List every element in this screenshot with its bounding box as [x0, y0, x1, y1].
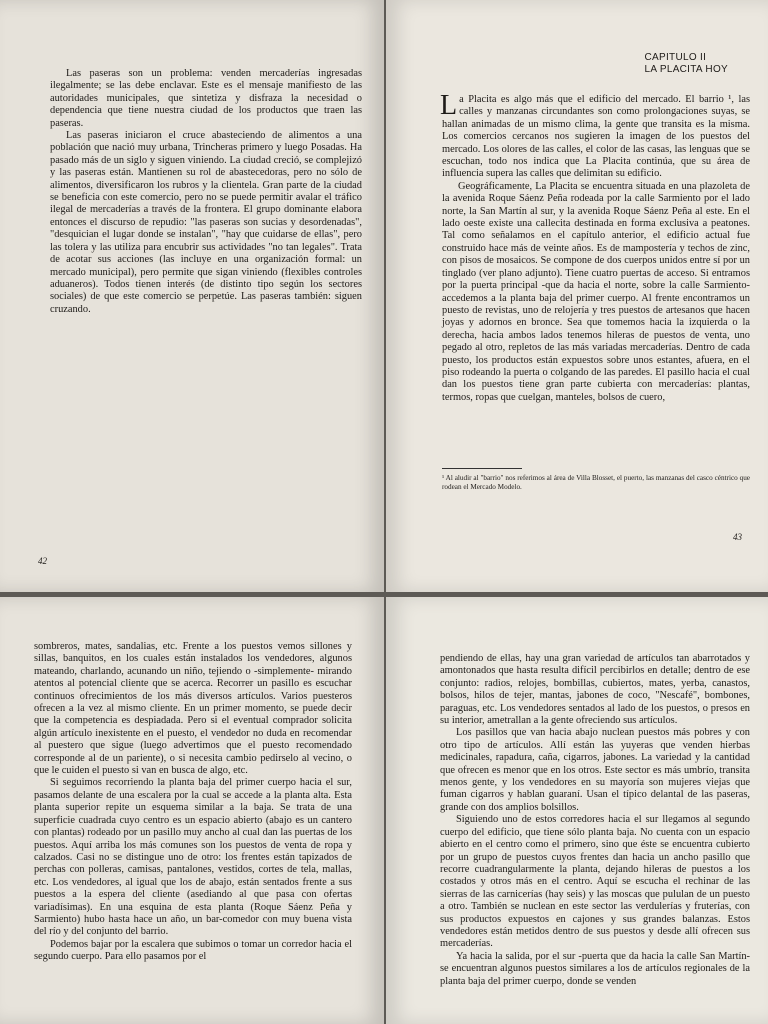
page-44-body — [34, 641, 352, 964]
page-45 — [386, 597, 768, 1024]
paragraph: Si seguimos recorriendo la planta baja del primer cuerpo hacia el sur, pasamos delante de una escalera por la cual se accede a la planta alta. Esta planta superior repite un esquema similar a la baja. Se trata de una superficie cuadrada cuyo centro es un espacio abierto (abajo es un cantero con plantas) rodeado por un pasillo muy ancho al cual dan las puertas de los puestos. Aquí arriba los más comunes son los puestos de venta de ropa y calzados. Casi no se distingue uno de otro: los frentes están tapizados de perchas con polleras, camisas, pantalones, vestidos, cortes de tela, mallas, etc. Los vendedores, al igual que los de abajo, están sentados frente a sus puestos a la espera del cliente (asediando al que pasa con ofertas variadísimas). En una esquina de esta planta (Roque Sáenz Peña y Sarmiento) hubo hasta hace un año, un bar-comedor con muy buena vista del río y del conjunto del barrio. — [34, 777, 352, 938]
drop-cap: L — [440, 90, 458, 121]
page-45-body — [440, 653, 750, 988]
page-44 — [0, 597, 384, 1024]
page-number: 42 — [38, 556, 47, 566]
paragraph: Podemos bajar por la escalera que subimos o tomar un corredor hacia el segundo cuerpo. Para ello pasamos por el — [34, 938, 352, 963]
paragraph: Geográficamente, La Placita se encuentra situada en una plazoleta de la avenida Roque Sáenz Peña rodeada por la calle Sarmiento por el lado norte, la San Martín al sur, y la avenida Roque Sáenz Peña al este. En el lado oeste existe una callecita destinada en forma exclusiva a peatones. Tal como señalamos en el capítulo anterior, el edificio actual fue construido hace más de veinte años. Es de mampostería y techos de zinc, con pisos de mosaicos. Se compone de dos cuerpos unidos entre sí por un tinglado (ver plano adjunto). Tiene cuatro puertas de acceso. Si entramos por la puerta principal -que da hacia el norte, sobre la calle Sarmiento- accedemos a la planta baja del primer cuerpo. Al frente encontramos un puesto de revistas, uno de relojería y tres puestos de artesanos que hacen joyas y adornos en bronce. Sea que tomemos hacia la izquierda o la derecha, hacia ambos lados tenemos hileras de puestos de venta, uno pegado al otro, repletos de las más variadas mercaderías. Dentro de cada puesto, los productos están expuestos sobre unos estantes, afuera, en el piso rodeando la puerta o colgando de las paredes. El pasillo hacia el cual dan los puestos tiene gran parte cubierta con mercaderías: plantas, termos, ropas que cuelgan, manteles, bolsos de cuero, — [442, 180, 750, 403]
page-43-body — [440, 90, 750, 404]
page-42-body — [50, 68, 362, 316]
page-43 — [386, 0, 768, 592]
paragraph — [440, 90, 750, 181]
paragraph: Los pasillos que van hacia abajo nuclean puestos más pobres y con otro tipo de artículos. Allí están las yuyeras que venden hierbas medicinales, rapadura, caña, cigarros, jabones. La variedad y la cantidad que ofrecen es menor que en los otros. Este sector es más umbrío, transita menos gente, y los vendedores en su mayoría son mujeres viejas que fuman cigarros y hablan guaraní. Usan el típico delantal de las paseras, grande con dos amplios bolsillos. — [440, 727, 750, 813]
paragraph: sombreros, mates, sandalias, etc. Frente a los puestos vemos sillones y sillas, banquitos, en los cuales están instalados los vendedores, algunos mateando, charlando, acunando un niño, tejiendo o -simplemente- mirando atentos al potencial cliente que se acerca. Recorrer un pasillo es escuchar continuos ofrecimientos de los más diversos artículos. Varios puesteros ofrecen a la vez al mismo cliente. En un primer momento, se puede decir que la competencia es despiadada. Pero si el eventual comprador solicita algún artículo inexistente en el puesto, el vendedor no duda en recomendar al puestero que sigue (luego advertimos que el puesto recomendado corresponde al de un pariente), o si necesita cambio pedirselo al vecino, o que le cuiden el puesto si van en busca de algo, etc. — [34, 641, 352, 777]
page-42 — [0, 0, 384, 592]
page-number: 43 — [733, 532, 742, 542]
chapter-heading — [645, 52, 729, 76]
paragraph: Las paseras son un problema: venden mercaderías ingresadas ilegalmente; se las debe enclavar. Este es el mensaje manifiesto de las autoridades municipales, que sintetiza y disfraza la necesidad o dependencia que tiene nuestra ciudad de los productos que traen las paseras. — [50, 68, 362, 129]
paragraph: Siguiendo uno de estos corredores hacia el sur llegamos al segundo cuerpo del edificio, que tiene sólo planta baja. No cuenta con un espacio abierto en el centro como el primero, sino que éste se encuentra cubierto por un grupo de puestos cuyos frentes dan hacia un ancho pasillo que recorre cuadrangularmente la planta, dejando hileras de puestos a los costados y otros más en el centro. Aquí se escucha el rechinar de las sierras de las carnicerías (hay seis) y las moscas que pululan de un puesto a otro. También se nuclean en este sector las verdulerías y fruterías, con sus productos expuestos en cajones y sus grandes balanzas. Estos vendedores están metidos dentro de sus puestos y desde allí ofrecen sus mercaderías. — [440, 814, 750, 950]
footnote-divider — [442, 468, 522, 469]
chapter-title: LA PLACITA HOY — [644, 64, 728, 75]
paragraph: Ya hacia la salida, por el sur -puerta que da hacia la calle San Martín- se encuentran algunos puestos similares a los de artículos regionales de la planta baja del primer cuerpo, donde se venden — [440, 950, 750, 987]
paragraph: pendiendo de ellas, hay una gran variedad de artículos tan abarrotados y amontonados que hasta resulta difícil percibirlos en detalle; dentro de ese conjunto: radios, relojes, bombillas, cubiertos, mates, yerba, canastos, bolsos, hilos de tejer, mantas, jabones de coco, "Nescafé", bombones, paraguas, etc. Los vendedores sentados al lado de los puestos, o presos en su interior, ametrallan a la gente ofreciendo sus artículos. — [440, 653, 750, 727]
paragraph-text: a Placita es algo más que el edificio del mercado. El barrio ¹, las calles y manzanas circundantes son como prolongaciones suyas, se hallan animadas de un mismo clima, la gente que transita es la misma. Los comercios cercanos nos sugieren la imagen de los puestos del mercado. Los olores de las calles, el color de las casas, las lenguas que se escuchan, todo nos indica que La Placita continúa, que su área de influencia supera las calles que delimitan su edificio. — [442, 94, 750, 180]
footnote: ¹ Al aludir al "barrio" nos referimos al área de Villa Blosset, el puerto, las manzanas del casco céntrico que rodean el Mercado Modelo. — [442, 474, 750, 491]
chapter-label: CAPITULO II — [644, 52, 707, 63]
paragraph: Las paseras iniciaron el cruce abasteciendo de alimentos a una población que nació muy urbana, Trincheras primero y luego Posadas. Ha pasado más de un siglo y siguen viniendo. La ciudad creció, se complejizó y las paseras están. Mantienen su rol de abastecedoras, pero no sólo de alimentos, diversificaron los rubros y la clientela. Gran parte de la ciudad se beneficia con este comercio, pero no se puede permitir avalar el tráfico ilegal de mercaderías a través de la frontera. El grupo dominante elabora entonces el discurso de repudio: "las paseras son sucias y desordenadas", "desquician el lugar donde se instalan", "hay que cuidarse de ellas", pero las tolera y las utiliza para encubrir sus actividades "no tan legales". Trata de acotar sus acciones (las incluye en una organización formal: un mercado municipal), pero permite que sigan viniendo (flexibles controles aduaneros). Todos tienen interés (de distinto tipo según los sectores sociales) de que este comercio se perpetúe. Las paseras también: siguen cruzando. — [50, 130, 362, 315]
